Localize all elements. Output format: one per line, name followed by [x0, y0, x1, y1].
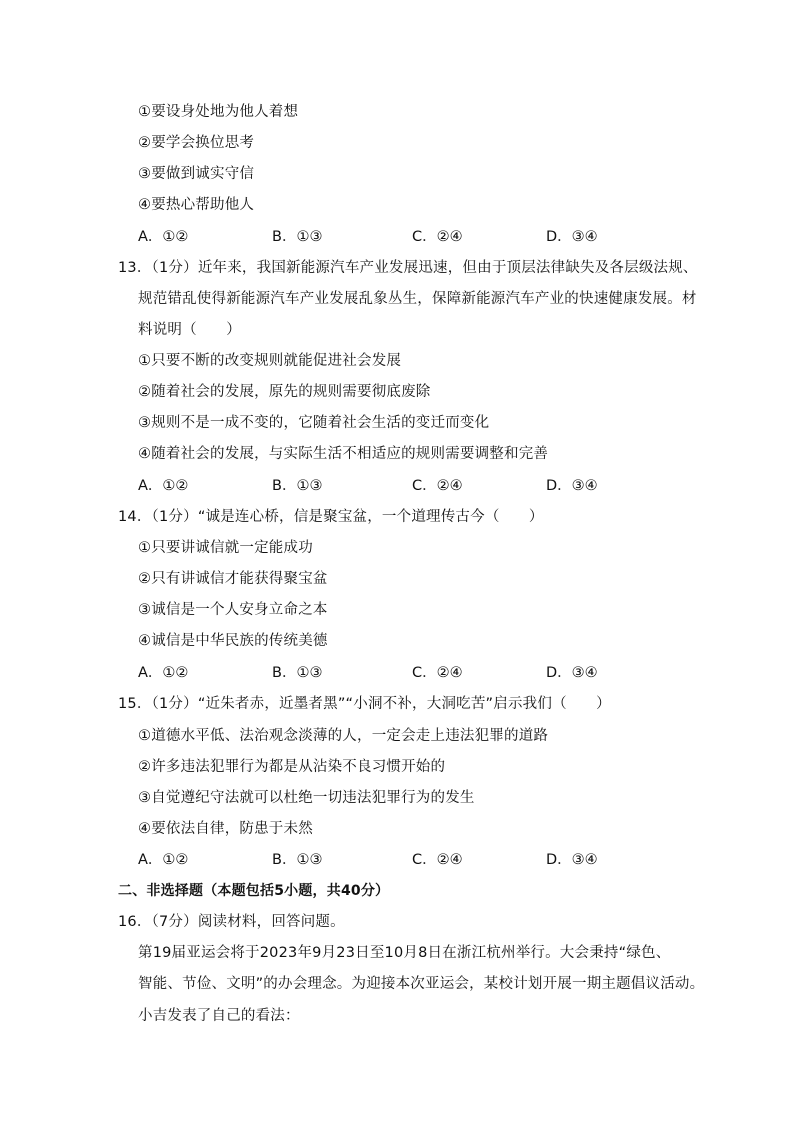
q14-item-3: ③诚信是一个人安身立命之本 [138, 602, 328, 618]
q14-option-b: B．①③ [272, 665, 323, 681]
q12-option-b: B．①③ [272, 229, 323, 245]
q16-material-line-3: 小吉发表了自己的看法： [138, 1008, 300, 1024]
q14-stem: 14．（1分）“诚是连心桥，信是聚宝盆，一个道理传古今（ ） [118, 509, 544, 525]
q12-item-3: ③要做到诚实守信 [138, 166, 255, 182]
q13-option-b: B．①③ [272, 478, 323, 494]
q15-item-2: ②许多违法犯罪行为都是从沾染不良习惯开始的 [138, 759, 446, 775]
q15-item-4: ④要依法自律，防患于未然 [138, 821, 313, 837]
q15-option-d: D．③④ [546, 852, 598, 868]
q12-option-d: D．③④ [546, 229, 598, 245]
q12-item-4: ④要热心帮助他人 [138, 197, 255, 213]
section-heading: 二、非选择题（本题包括5小题，共40分） [118, 883, 390, 899]
q14-item-4: ④诚信是中华民族的传统美德 [138, 633, 328, 649]
q14-item-2: ②只有讲诚信才能获得聚宝盆 [138, 571, 328, 587]
q15-item-1: ①道德水平低、法治观念淡薄的人，一定会走上违法犯罪的道路 [138, 728, 549, 744]
q12-option-c: C．②④ [412, 229, 463, 245]
q16-material-line-1: 第19届亚运会将于2023年9月23日至10月8日在浙江杭州举行。大会秉持“绿色、 [138, 945, 671, 961]
q15-option-b: B．①③ [272, 852, 323, 868]
q15-stem: 15．（1分）“近朱者赤，近墨者黑”“小洞不补，大洞吃苦”启示我们（ ） [118, 696, 611, 712]
q13-item-2: ②随着社会的发展，原先的规则需要彻底废除 [138, 384, 431, 400]
q12-option-a: A．①② [138, 229, 189, 245]
q13-stem-line-2: 规范错乱使得新能源汽车产业发展乱象丛生，保障新能源汽车产业的快速健康发展。材 [138, 291, 697, 307]
q14-option-c: C．②④ [412, 665, 463, 681]
q14-option-d: D．③④ [546, 665, 598, 681]
q16-stem: 16．（7分）阅读材料，回答问题。 [118, 914, 345, 930]
q13-stem-line-3: 料说明（ ） [138, 322, 241, 338]
q13-option-a: A．①② [138, 478, 189, 494]
q16-material-line-2: 智能、节俭、文明”的办会理念。为迎接本次亚运会，某校计划开展一期主题倡议活动。 [138, 976, 705, 992]
q12-item-2: ②要学会换位思考 [138, 135, 255, 151]
q14-item-1: ①只要讲诚信就一定能成功 [138, 540, 313, 556]
q13-item-4: ④随着社会的发展，与实际生活不相适应的规则需要调整和完善 [138, 446, 549, 462]
q14-option-a: A．①② [138, 665, 189, 681]
q13-option-c: C．②④ [412, 478, 463, 494]
q15-item-3: ③自觉遵纪守法就可以杜绝一切违法犯罪行为的发生 [138, 790, 475, 806]
q13-stem-line-1: 13．（1分）近年来，我国新能源汽车产业发展迅速，但由于顶层法律缺失及各层级法规、 [118, 260, 698, 276]
q13-item-1: ①只要不断的改变规则就能促进社会发展 [138, 353, 402, 369]
q13-item-3: ③规则不是一成不变的，它随着社会生活的变迁而变化 [138, 415, 490, 431]
q15-option-c: C．②④ [412, 852, 463, 868]
q13-option-d: D．③④ [546, 478, 598, 494]
q12-item-1: ①要设身处地为他人着想 [138, 104, 299, 120]
q15-option-a: A．①② [138, 852, 189, 868]
